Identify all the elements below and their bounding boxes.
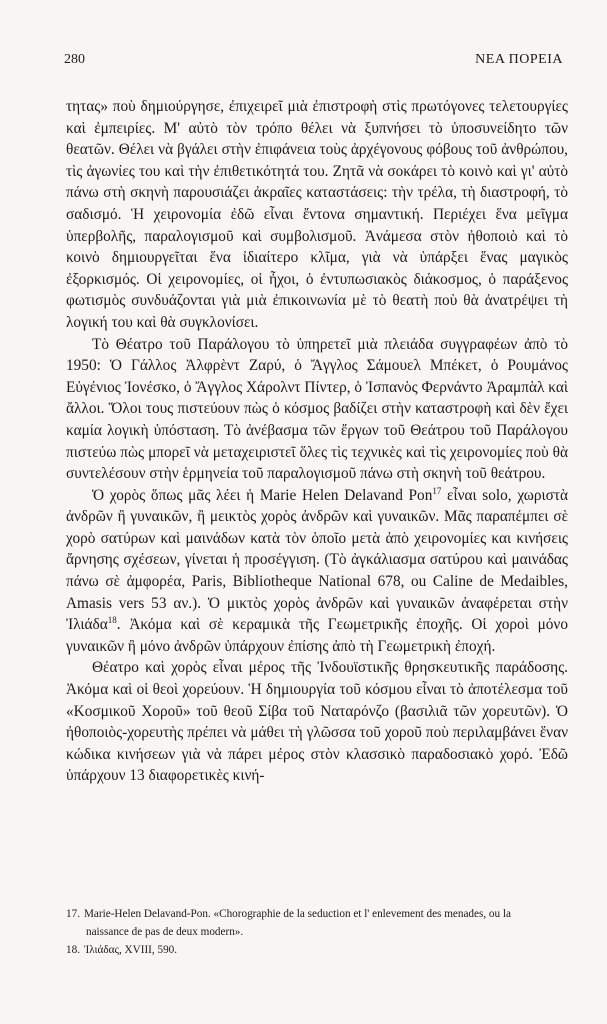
footnote-ref-18: 18 [107,615,117,626]
paragraph-text: εἶναι solo, χωριστὰ ἀνδρῶν ἢ γυναικῶν, ἢ μεικτὸς χορὸς ἀνδρῶν καὶ γυναικῶν. Μᾶς παραπέμπει σὲ χορὸ σατύρων καὶ μαινάδων κατὰ τὸν ὁποῖο μετὰ ἀπὸ χειρονομίες και κινήσεις ἄρνησης σχέσεων, γίνεται ἡ προσέγγιση. (Τὸ ἀγκάλιασμα σατύρου καὶ μαινάδας πάνω σὲ ἀμφορέα, Paris, Bibliotheque National 678, ou Caline de Medaibles, Amasis vers 53 αν.). Ὁ μικτὸς χορὸς ἀνδρῶν καὶ γυναικῶν ἀναφέρεται στὴν Ἰλιάδα [66,486,568,634]
body-text [66,96,568,787]
footnote-18 [66,941,571,959]
footnote-text: Ἰλιάδας, XVIII, 590. [83,944,178,956]
paragraph: τητας» ποὺ δημιούργησε, ἐπιχειρεῖ μιὰ ἐπιστροφὴ στὶς πρωτόγονες τελετουργίες καὶ ἐμπειρίες. Μ' αὐτὸ τὸν τρόπο θέλει νὰ ξυπνήσει τὸ ὑποσυνείδητο τῶν θεατῶν. Θέλει νὰ βγάλει στὴν ἐπιφάνεια τοὺς ἀρχέγονους φόβους τοῦ ἀνθρώπου, τὶς ἀγωνίες του καὶ τὴν ἐπιθετικότητά του. Ζητᾶ νὰ σοκάρει τὸ κοινὸ καὶ γι' αὐτὸ πάνω στὴ σκηνὴ παρουσιάζει ἀκραῖες καταστάσεις: τὴν τρέλα, τὴ διαστροφή, τὸ σαδισμό. Ἡ χειρονομία ἐδῶ εἶναι ἔντονα σημαντική. Περιέχει ἕνα μεῖγμα ὑπερβολῆς, παραλογισμοῦ καὶ συμβολισμοῦ. Ἀνάμεσα στὸν ἠθοποιὸ καὶ τὸ κοινὸ δημιουργεῖται ἕνα ἰδιαίτερο κλῖμα, γιὰ νὰ ὑπάρξει ἕνας μαγικὸς ἐξορκισμός. Οἱ χειρονομίες, οἱ ἦχοι, ὁ ἐντυπωσιακὸς διάκοσμος, ὁ παράξενος φωτισμὸς συνδυάζονται γιὰ μιὰ ἐπικοινωνία μὲ τὸ θεατὴ ποὺ θὰ ἀνατρέψει τὴ λογική του καὶ θὰ συγκλονίσει. [66,98,568,331]
paragraph [66,485,568,658]
footnotes [66,905,571,959]
page-header [64,52,563,72]
paragraph-text: Ὁ χορὸς ὅπως μᾶς λέει ἡ Marie Helen Delavand Pon [92,486,433,504]
footnote-number: 18. [66,944,80,956]
page-number: 280 [64,52,85,67]
footnote-ref-17: 17 [432,485,442,496]
paragraph: Θέατρο καὶ χορὸς εἶναι μέρος τῆς Ἰνδουϊστικῆς θρησκευτικῆς παράδοσης. Ἀκόμα καὶ οἱ θεοὶ χορεύουν. Ἡ δημιουργία τοῦ κόσμου εἶναι τὸ ἀποτέλεσμα τοῦ «Κοσμικοῦ Χοροῦ» τοῦ θεοῦ Σίβα τοῦ Ναταρόνζο (βασιλιᾶ τῶν χορευτῶν). Ὁ ἠθοποιὸς-χορευτὴς πρέπει νὰ μάθει τὴ γλῶσσα τοῦ χοροῦ ποὺ περιλαμβάνει ἕναν κώδικα κινήσεων γιὰ νὰ πάρει μέρος στὸν κλασσικὸ παραδοσιακὸ χορό. Ἐδῶ ὑπάρχουν 13 διαφορετικὲς κινή- [66,659,568,785]
footnote-17 [66,905,571,941]
running-title: ΝΕΑ ΠΟΡΕΙΑ [475,52,563,67]
footnote-number: 17. [66,908,80,920]
paragraph-text: . Ἀκόμα καὶ σὲ κεραμικὰ τῆς Γεωμετρικῆς ἐποχῆς. Οἱ χοροὶ μόνο γυναικῶν ἢ μόνο ἀνδρῶν ὑπάρχουν ἐπίσης ἀπὸ τὴ Γεωμετρικὴ ἐποχή. [66,616,568,655]
footnote-text: Marie-Helen Delavand-Pon. «Chorographie de la seduction et l' enlevement des menades, ou la [83,908,511,920]
paragraph: Τὸ Θέατρο τοῦ Παράλογου τὸ ὑπηρετεῖ μιὰ πλειάδα συγγραφέων ἀπὸ τὸ 1950: Ὁ Γάλλος Ἀλφρὲντ Ζαρύ, ὁ Ἄγγλος Σάμουελ Μπέκετ, ὁ Ρουμάνος Εὐγένιος Ἰονέσκο, ὁ Ἄγγλος Χάρολντ Πίντερ, ὁ Ἰσπανὸς Φερνάντο Ἀραμπὰλ καὶ ἄλλοι. Ὅλοι τους πιστεύουν πὼς ὁ κόσμος βαδίζει στὴν καταστροφὴ καὶ δὲν ἔχει καμία λογικὴ ὑπόσταση. Τὸ ἀνέβασμα τῶν ἔργων τοῦ Θεάτρου τοῦ Παράλογου πιστεύω πὼς μπορεῖ νὰ μεταχειριστεῖ ὅλες τὶς τεχνικὲς καὶ τὶς χειρονομίες ποὺ θὰ συντελέσουν στὴν ἑρμηνεία τοῦ παραλογισμοῦ πάνω στὴ σκηνὴ τοῦ θεάτρου. [66,335,568,483]
footnote-text: naissance de pas de deux modern». [86,926,244,938]
